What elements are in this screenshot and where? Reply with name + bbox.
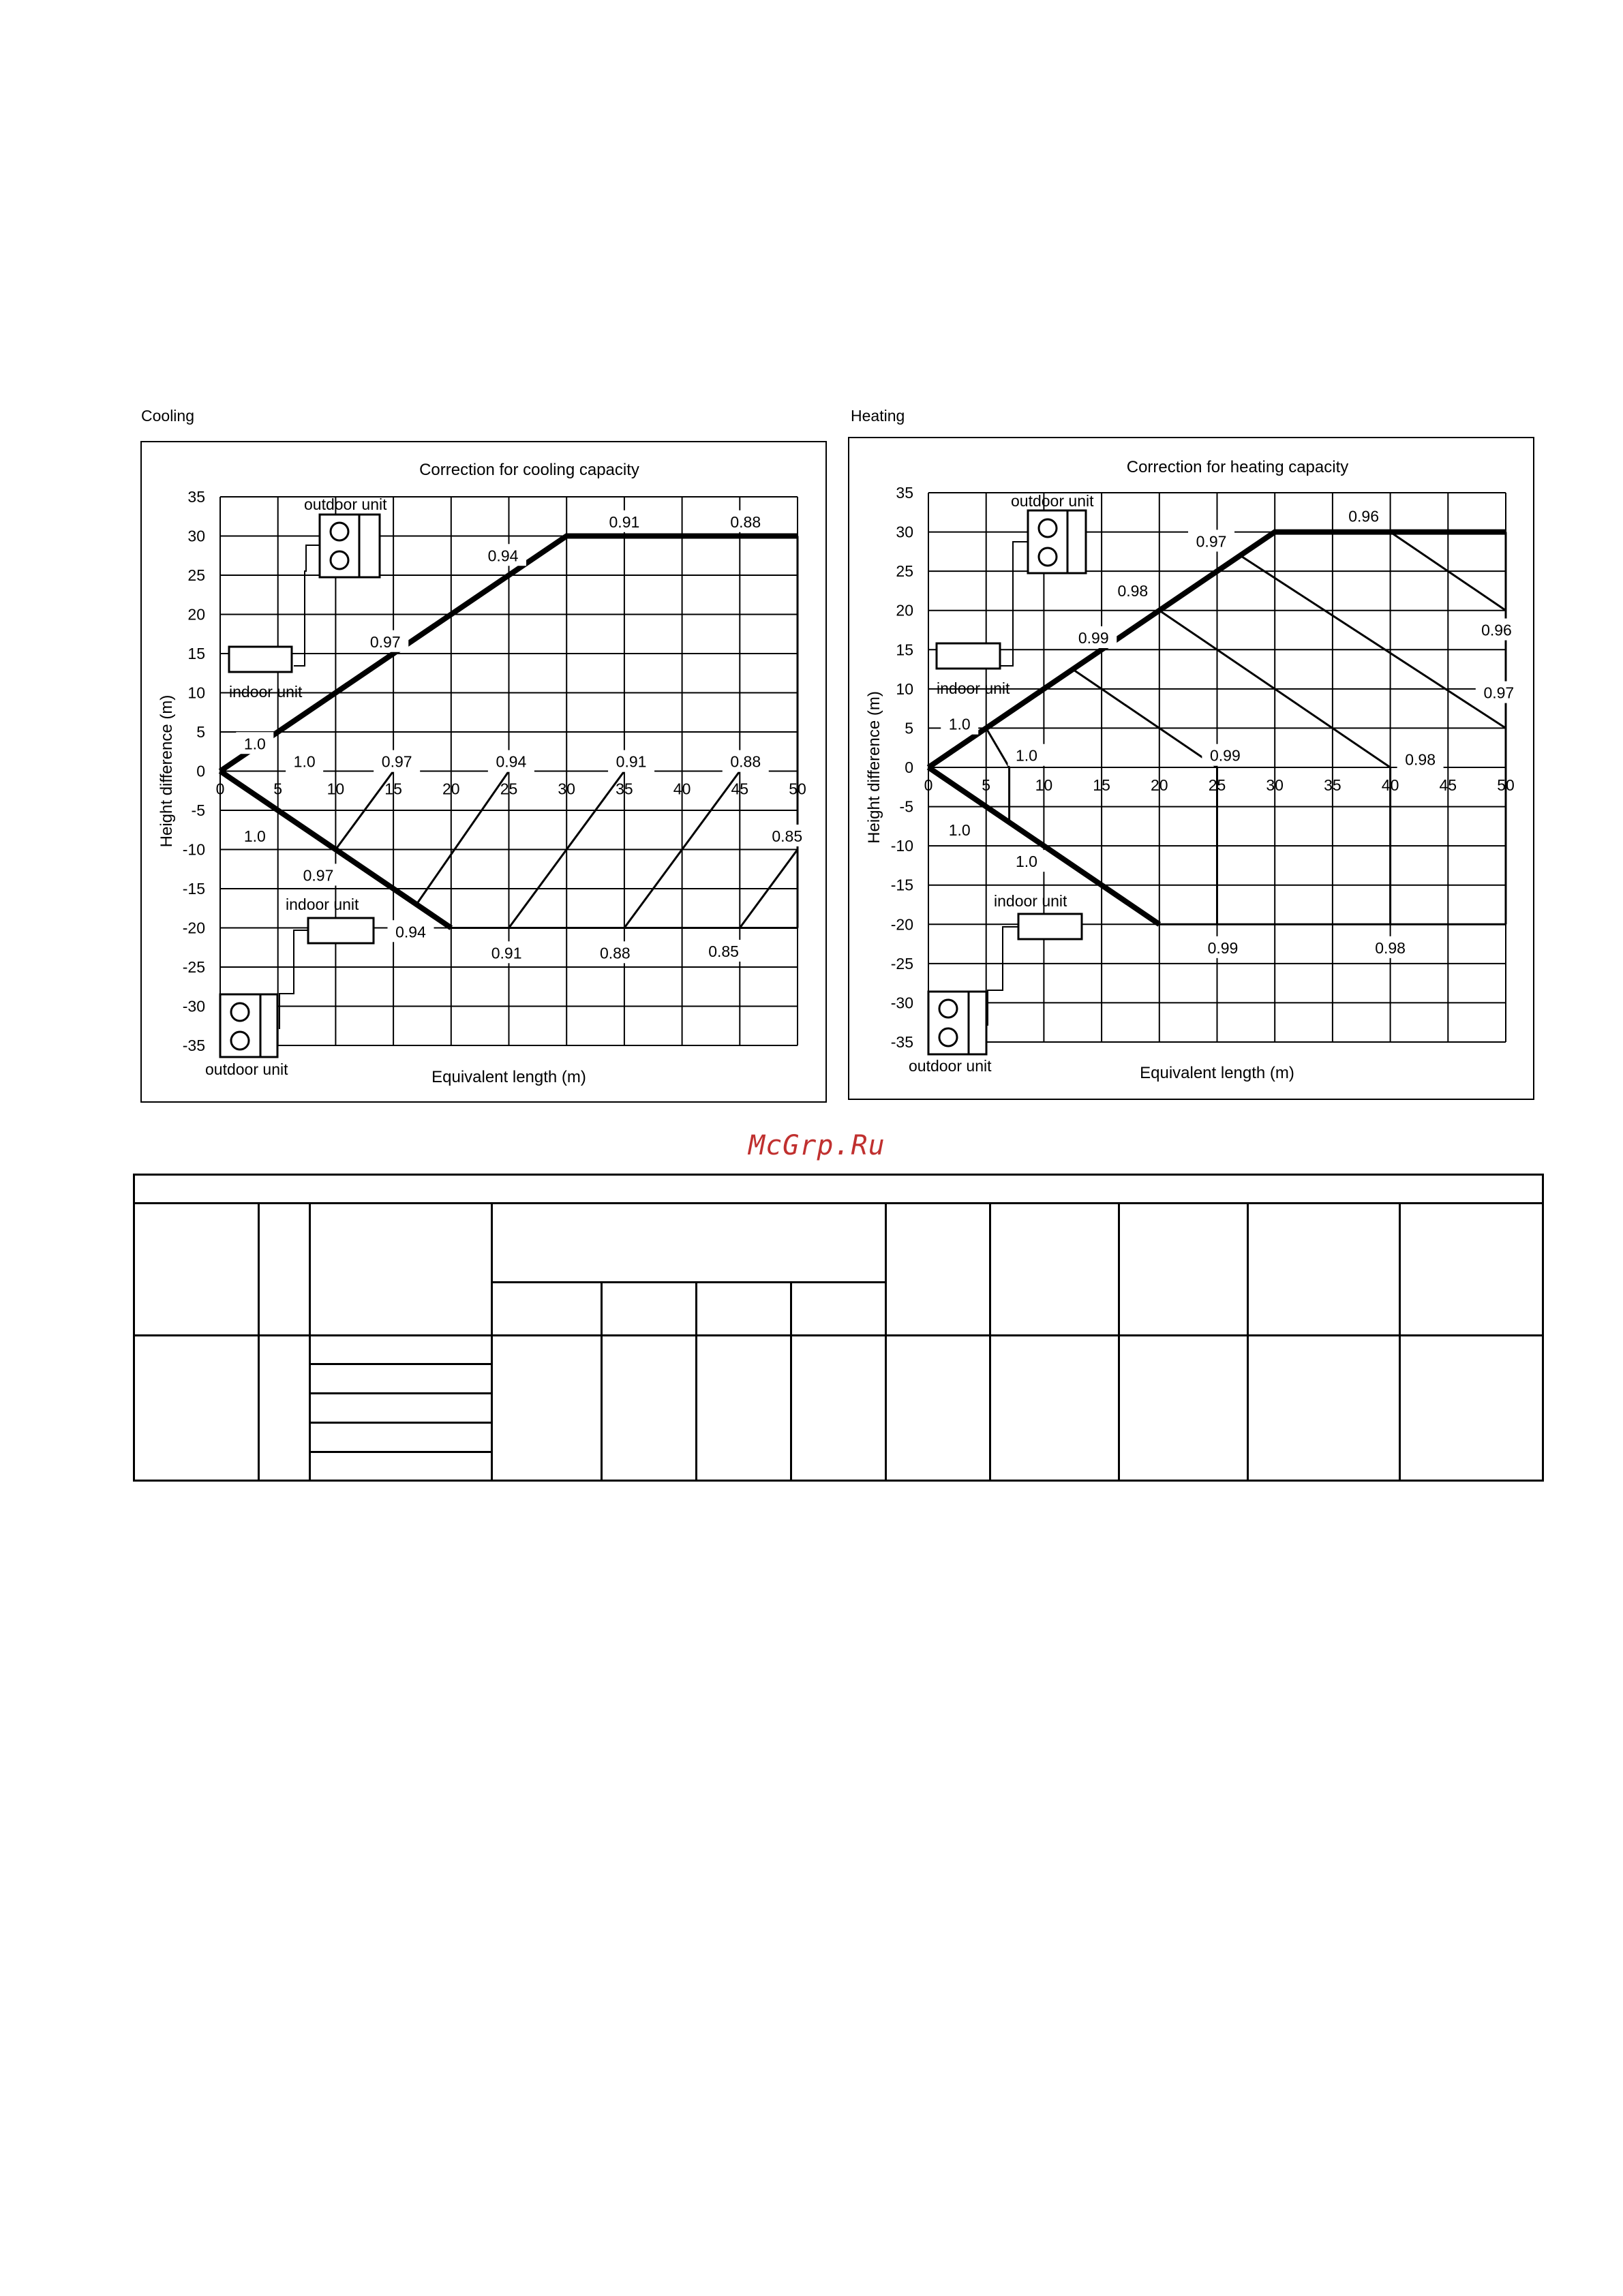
heating-x-tick-label: 45 (1439, 776, 1457, 794)
cooling-indoor-unit-top-label: indoor unit (229, 683, 303, 701)
heating-section-label: Heating (851, 407, 905, 425)
table-cell (697, 1283, 791, 1336)
heating-x-tick-label: 35 (1324, 776, 1341, 794)
cooling-annotation-label: 0.94 (496, 752, 527, 771)
cooling-y-tick-label: 10 (187, 684, 205, 702)
cooling-x-tick-label: 30 (558, 780, 575, 798)
heating-indoor-unit-top-box (937, 643, 1000, 669)
table-cell (134, 1204, 259, 1336)
heating-annotation-label: 1.0 (948, 821, 971, 840)
cooling-x-tick-label: 25 (500, 780, 518, 798)
cooling-annotation-label: 1.0 (243, 735, 266, 753)
table-cell (886, 1204, 990, 1336)
heating-x-tick-label: 30 (1266, 776, 1284, 794)
cooling-x-tick-label: 5 (273, 780, 283, 798)
cooling-pipe-top (294, 545, 320, 666)
table-cell (492, 1336, 602, 1481)
table-cell (886, 1336, 990, 1481)
table-cell (990, 1336, 1119, 1481)
table-cell (310, 1394, 492, 1423)
heating-y-tick-label: 5 (905, 719, 913, 737)
table-cell (602, 1336, 697, 1481)
cooling-annotation-label: 0.91 (491, 944, 522, 962)
heating-outdoor-unit-top-box (1028, 510, 1086, 573)
heating-annotation-label: 0.96 (1481, 621, 1512, 639)
heating-indoor-unit-bottom-label: indoor unit (994, 892, 1067, 910)
cooling-annotation-label: 0.97 (369, 632, 401, 651)
heating-outdoor-unit-bottom-label: outdoor unit (909, 1057, 992, 1075)
cooling-y-tick-label: -15 (182, 880, 205, 898)
cooling-pipe-bottom (279, 930, 308, 1029)
table-cell (259, 1336, 310, 1481)
heating-annotation-label: 0.97 (1483, 684, 1515, 702)
cooling-indoor-unit-bottom-label: indoor unit (286, 896, 359, 913)
heating-pipe-top (1000, 542, 1028, 666)
cooling-y-tick-label: -5 (191, 801, 205, 819)
cooling-annotation-label: 0.88 (730, 752, 761, 771)
cooling-annotation-label: 0.88 (730, 512, 761, 531)
table-cell (310, 1336, 492, 1364)
heating-chart-title: Correction for heating capacity (1126, 458, 1349, 476)
cooling-outdoor-unit-top-box (320, 515, 380, 577)
table-cell (791, 1283, 886, 1336)
cooling-y-tick-label: 30 (187, 527, 205, 545)
heating-outdoor-unit-top-label: outdoor unit (1011, 492, 1094, 510)
cooling-annotation-label: 0.85 (772, 827, 803, 845)
cooling-x-tick-label: 15 (384, 780, 402, 798)
table-header-row (134, 1175, 1543, 1204)
heating-y-tick-label: -15 (890, 876, 913, 894)
heating-y-tick-label: -10 (890, 837, 913, 855)
cooling-y-tick-label: -30 (182, 997, 205, 1015)
table-cell (310, 1452, 492, 1481)
heating-y-tick-label: -30 (890, 994, 913, 1012)
heating-annotation-label: 0.99 (1209, 746, 1241, 765)
heating-y-tick-label: 25 (896, 562, 913, 581)
cooling-chart-title: Correction for cooling capacity (419, 461, 639, 479)
heating-annotation-label: 1.0 (1015, 853, 1037, 871)
heating-annotation-label: 0.98 (1117, 581, 1149, 600)
cooling-series-line (416, 771, 509, 905)
table-cell (1400, 1336, 1543, 1481)
table-cell (1248, 1336, 1400, 1481)
cooling-y-tick-label: 5 (196, 723, 205, 741)
cooling-y-axis-label: Height difference (m) (157, 694, 176, 848)
cooling-y-tick-label: -25 (182, 958, 205, 976)
cooling-y-tick-label: 20 (187, 605, 205, 624)
cooling-annotation-label: 1.0 (243, 827, 266, 845)
heating-annotation-label: 0.99 (1078, 629, 1109, 647)
cooling-x-tick-label: 40 (673, 780, 691, 798)
spec-table (133, 1174, 1544, 1482)
cooling-indoor-unit-top-box (229, 647, 292, 672)
table-cell (1119, 1336, 1248, 1481)
heating-annotation-label: 0.98 (1405, 750, 1436, 769)
cooling-annotation-label: 0.91 (609, 512, 640, 531)
cooling-annotation-label: 0.97 (381, 752, 412, 771)
table-cell (259, 1204, 310, 1336)
heating-y-tick-label: -35 (890, 1033, 913, 1051)
table-cell (697, 1336, 791, 1481)
heating-x-tick-label: 15 (1093, 776, 1110, 794)
cooling-x-tick-label: 0 (215, 780, 225, 798)
heating-x-tick-label: 0 (924, 776, 933, 794)
heating-series-line (1240, 555, 1506, 728)
heating-y-tick-label: 15 (896, 641, 913, 659)
cooling-indoor-unit-bottom-box (308, 918, 374, 943)
cooling-annotation-label: 0.85 (708, 943, 739, 960)
table-cell (310, 1364, 492, 1394)
cooling-y-tick-label: -20 (182, 919, 205, 937)
table-cell (492, 1283, 602, 1336)
heating-outdoor-unit-bottom-box (928, 992, 986, 1054)
heating-annotation-label: 0.98 (1375, 938, 1406, 957)
heating-x-tick-label: 5 (982, 776, 991, 794)
heating-annotation-label: 1.0 (1015, 746, 1037, 765)
table-cell (134, 1336, 259, 1481)
heating-y-tick-label: -5 (899, 797, 913, 816)
heating-annotation-label: 0.99 (1207, 938, 1239, 957)
heating-annotation-label: 0.97 (1196, 532, 1227, 551)
heating-y-tick-label: 0 (905, 759, 913, 776)
heating-annotation-label: 1.0 (948, 715, 971, 733)
cooling-x-tick-label: 20 (442, 780, 460, 798)
heating-indoor-unit-bottom-box (1018, 914, 1082, 939)
heating-x-tick-label: 10 (1035, 776, 1053, 794)
table-cell (492, 1204, 886, 1283)
cooling-outdoor-unit-top-label: outdoor unit (304, 495, 387, 513)
heating-x-tick-label: 25 (1208, 776, 1226, 794)
heating-y-tick-label: 10 (896, 679, 913, 698)
cooling-y-tick-label: -10 (182, 840, 205, 859)
heating-y-tick-label: 20 (896, 601, 913, 619)
heating-x-tick-label: 40 (1381, 776, 1399, 794)
table-cell (791, 1336, 886, 1481)
cooling-x-tick-label: 10 (327, 780, 345, 798)
cooling-x-tick-label: 35 (616, 780, 633, 798)
watermark-text: McGrp.Ru (748, 1130, 885, 1161)
heating-x-tick-label: 50 (1497, 776, 1515, 794)
cooling-outdoor-unit-bottom-label: outdoor unit (205, 1060, 288, 1078)
heating-y-axis-label: Height difference (m) (865, 691, 883, 844)
table-cell (310, 1204, 492, 1336)
cooling-annotation-label: 0.94 (395, 923, 426, 941)
cooling-y-tick-label: 25 (187, 566, 205, 584)
cooling-x-axis-label: Equivalent length (m) (431, 1068, 586, 1086)
heating-y-tick-label: 35 (896, 484, 913, 502)
table-cell (1248, 1204, 1400, 1336)
heating-x-axis-label: Equivalent length (m) (1140, 1064, 1294, 1082)
heating-annotation-label: 0.96 (1348, 507, 1380, 525)
cooling-annotation-label: 1.0 (293, 752, 316, 771)
cooling-outdoor-unit-bottom-box (220, 994, 277, 1057)
cooling-x-tick-label: 45 (731, 780, 749, 798)
table-cell (602, 1283, 697, 1336)
heating-y-tick-label: -25 (890, 954, 913, 973)
heating-pipe-bottom (988, 927, 1018, 1026)
table-cell (310, 1423, 492, 1452)
heating-y-tick-label: -20 (890, 915, 913, 934)
cooling-section-label: Cooling (141, 407, 194, 425)
table-cell (1400, 1204, 1543, 1336)
cooling-annotation-label: 0.91 (616, 752, 647, 771)
cooling-annotation-label: 0.97 (303, 866, 334, 885)
heating-indoor-unit-top-label: indoor unit (937, 679, 1010, 697)
cooling-y-tick-label: -35 (182, 1037, 205, 1054)
heating-x-tick-label: 20 (1151, 776, 1168, 794)
cooling-y-tick-label: 35 (187, 488, 205, 506)
cooling-x-tick-label: 50 (789, 780, 806, 798)
heating-series-line (1073, 669, 1217, 924)
cooling-y-tick-label: 0 (196, 762, 205, 780)
cooling-annotation-label: 0.88 (599, 944, 631, 962)
cooling-y-tick-label: 15 (187, 645, 205, 662)
heating-y-tick-label: 30 (896, 523, 913, 541)
table-cell (990, 1204, 1119, 1336)
table-cell (1119, 1204, 1248, 1336)
cooling-annotation-label: 0.94 (487, 547, 519, 565)
